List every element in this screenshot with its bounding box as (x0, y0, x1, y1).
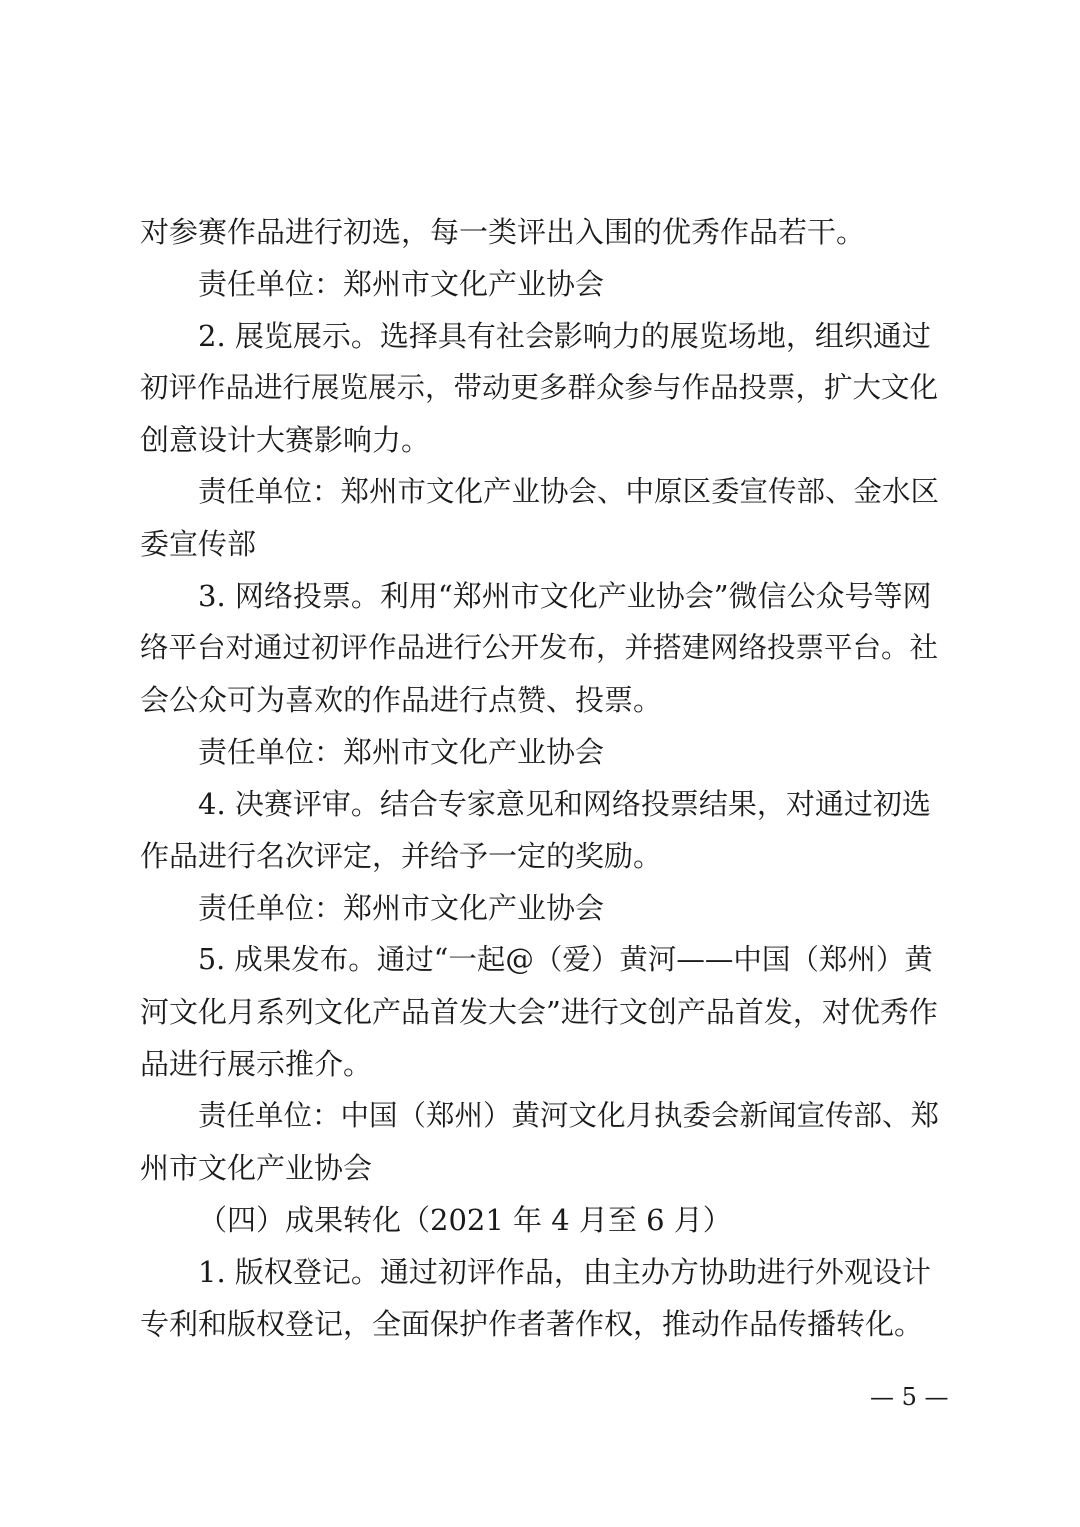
text-line: 4. 决赛评审。结合专家意见和网络投票结果，对通过初选 (198, 787, 931, 821)
text-line: 专利和版权登记，全面保护作者著作权，推动作品传播转化。 (140, 1307, 924, 1341)
text-line: 责任单位：中国（郑州）黄河文化月执委会新闻宣传部、郑 (198, 1099, 940, 1132)
text-line: 作品进行名次评定，并给予一定的奖励。 (140, 839, 663, 873)
text-line: 责任单位：郑州市文化产业协会 (198, 735, 605, 769)
text-line: 对参赛作品进行初选，每一类评出入围的优秀作品若干。 (140, 215, 866, 249)
text-line: 会公众可为喜欢的作品进行点赞、投票。 (140, 683, 663, 717)
text-line: 责任单位：郑州市文化产业协会 (198, 891, 605, 925)
text-line: 3. 网络投票。利用“郑州市文化产业协会”微信公众号等网 (198, 579, 932, 613)
text-line: 2. 展览展示。选择具有社会影响力的展览场地，组织通过 (198, 319, 931, 353)
text-line: 5. 成果发布。通过“一起@（爱）黄河——中国（郑州）黄 (198, 943, 933, 976)
page-number: — 5 — (870, 1383, 949, 1411)
section-heading: （四）成果转化（2021 年 4 月至 6 月） (198, 1203, 732, 1237)
document-body (140, 206, 942, 1350)
text-line: 委宣传部 (140, 527, 257, 561)
text-line: 创意设计大赛影响力。 (140, 423, 431, 457)
text-line: 责任单位：郑州市文化产业协会、中原区委宣传部、金水区 (198, 475, 940, 508)
text-line: 品进行展示推介。 (140, 1047, 373, 1081)
text-line: 1. 版权登记。通过初评作品，由主办方协助进行外观设计 (198, 1255, 931, 1289)
text-line: 河文化月系列文化产品首发大会”进行文创产品首发，对优秀作 (140, 995, 938, 1029)
text-line: 州市文化产业协会 (140, 1151, 373, 1185)
text-line: 初评作品进行展览展示，带动更多群众参与作品投票，扩大文化 (140, 371, 939, 404)
text-line: 责任单位：郑州市文化产业协会 (198, 267, 605, 301)
text-line: 络平台对通过初评作品进行公开发布，并搭建网络投票平台。社 (140, 631, 939, 664)
